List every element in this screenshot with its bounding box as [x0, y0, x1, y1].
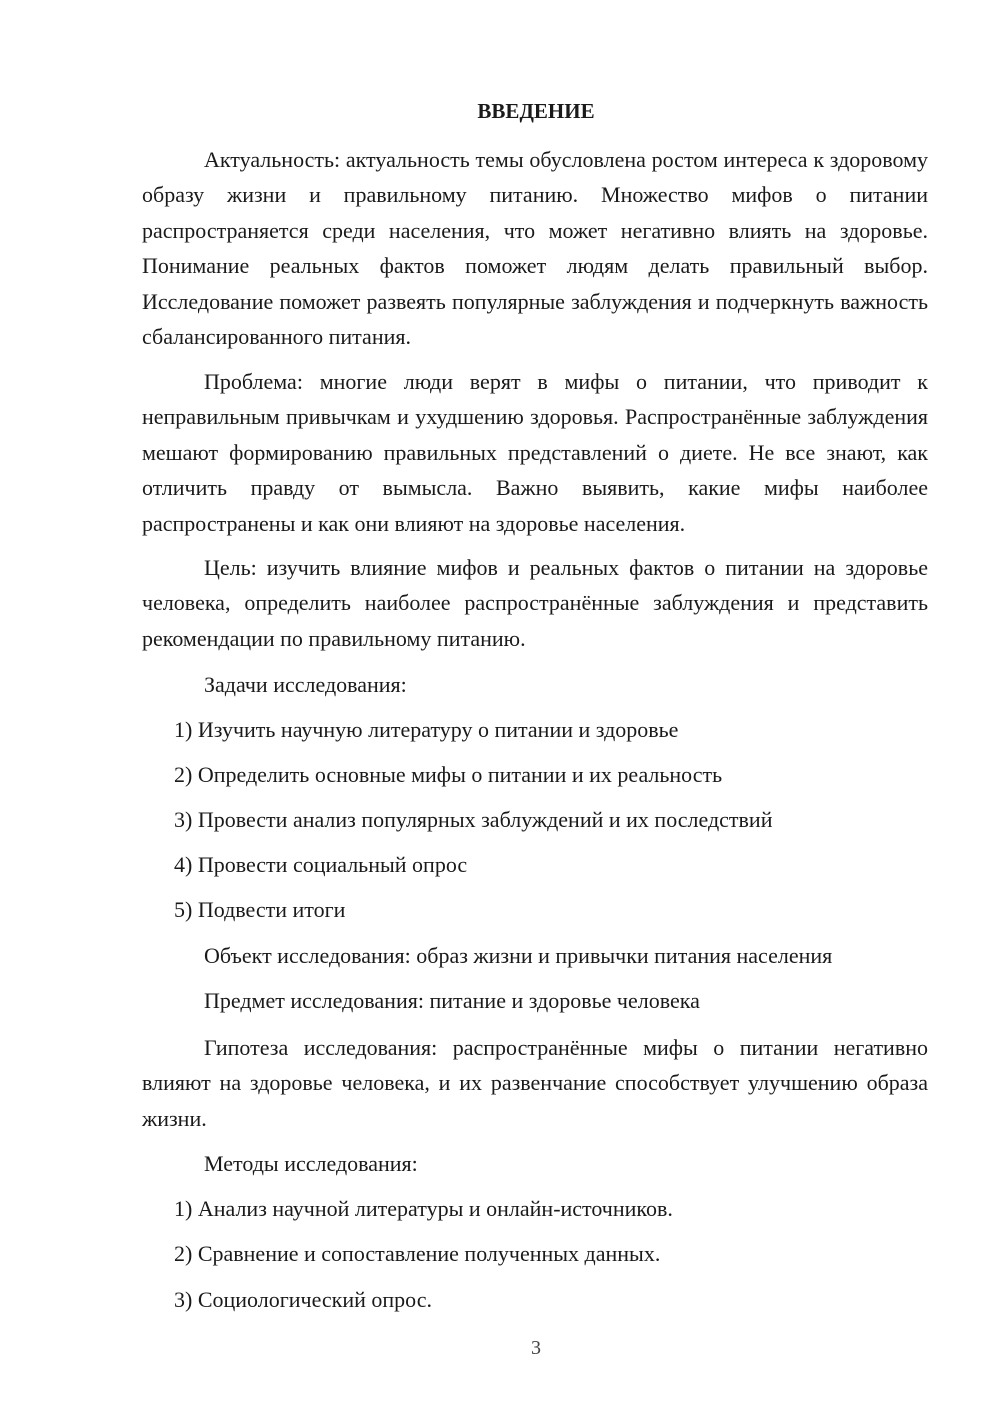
paragraph-hypothesis: Гипотеза исследования: распространённые мифы о питании негативно влияют на здоровье человека, и их развенчание способствует улучшению образа жизни. — [142, 1035, 928, 1131]
method-item: 2) Сравнение и сопоставление полученных данных. — [174, 1241, 661, 1266]
paragraph-relevance: Актуальность: актуальность темы обусловлена ростом интереса к здоровому образу жизни и правильному питанию. Множество мифов о питании распространяется среди населения, что может негативно влиять на здоровье. Понимание реальных фактов поможет людям делать правильный выбор. Исследование поможет развеять популярные заблуждения и подчеркнуть важность сбалансированного питания. — [142, 147, 928, 350]
methods-heading: Методы исследования: — [204, 1151, 418, 1176]
page-number: 3 — [531, 1337, 541, 1359]
tasks-heading: Задачи исследования: — [204, 672, 407, 697]
method-item: 3) Социологический опрос. — [174, 1287, 432, 1312]
task-item: 3) Провести анализ популярных заблуждений и их последствий — [174, 807, 773, 832]
document-page — [142, 0, 930, 1414]
research-object: Объект исследования: образ жизни и привычки питания населения — [204, 943, 833, 968]
task-item: 2) Определить основные мифы о питании и их реальность — [174, 762, 723, 787]
task-item: 4) Провести социальный опрос — [174, 852, 468, 877]
research-subject: Предмет исследования: питание и здоровье человека — [204, 988, 700, 1013]
document-title: ВВЕДЕНИЕ — [477, 99, 595, 123]
paragraph-goal: Цель: изучить влияние мифов и реальных фактов о питании на здоровье человека, определить наиболее распространённые заблуждения и представить рекомендации по правильному питанию. — [142, 555, 928, 651]
method-item: 1) Анализ научной литературы и онлайн-источников. — [174, 1196, 673, 1221]
task-item: 1) Изучить научную литературу о питании и здоровье — [174, 717, 679, 742]
task-item: 5) Подвести итоги — [174, 897, 346, 922]
paragraph-problem: Проблема: многие люди верят в мифы о питании, что приводит к неправильным привычкам и ухудшению здоровья. Распространённые заблуждения мешают формированию правильных представлений о диете. Не все знают, как отличить правду от вымысла. Важно выявить, какие мифы наиболее распространены и как они влияют на здоровье населения. — [142, 369, 928, 536]
